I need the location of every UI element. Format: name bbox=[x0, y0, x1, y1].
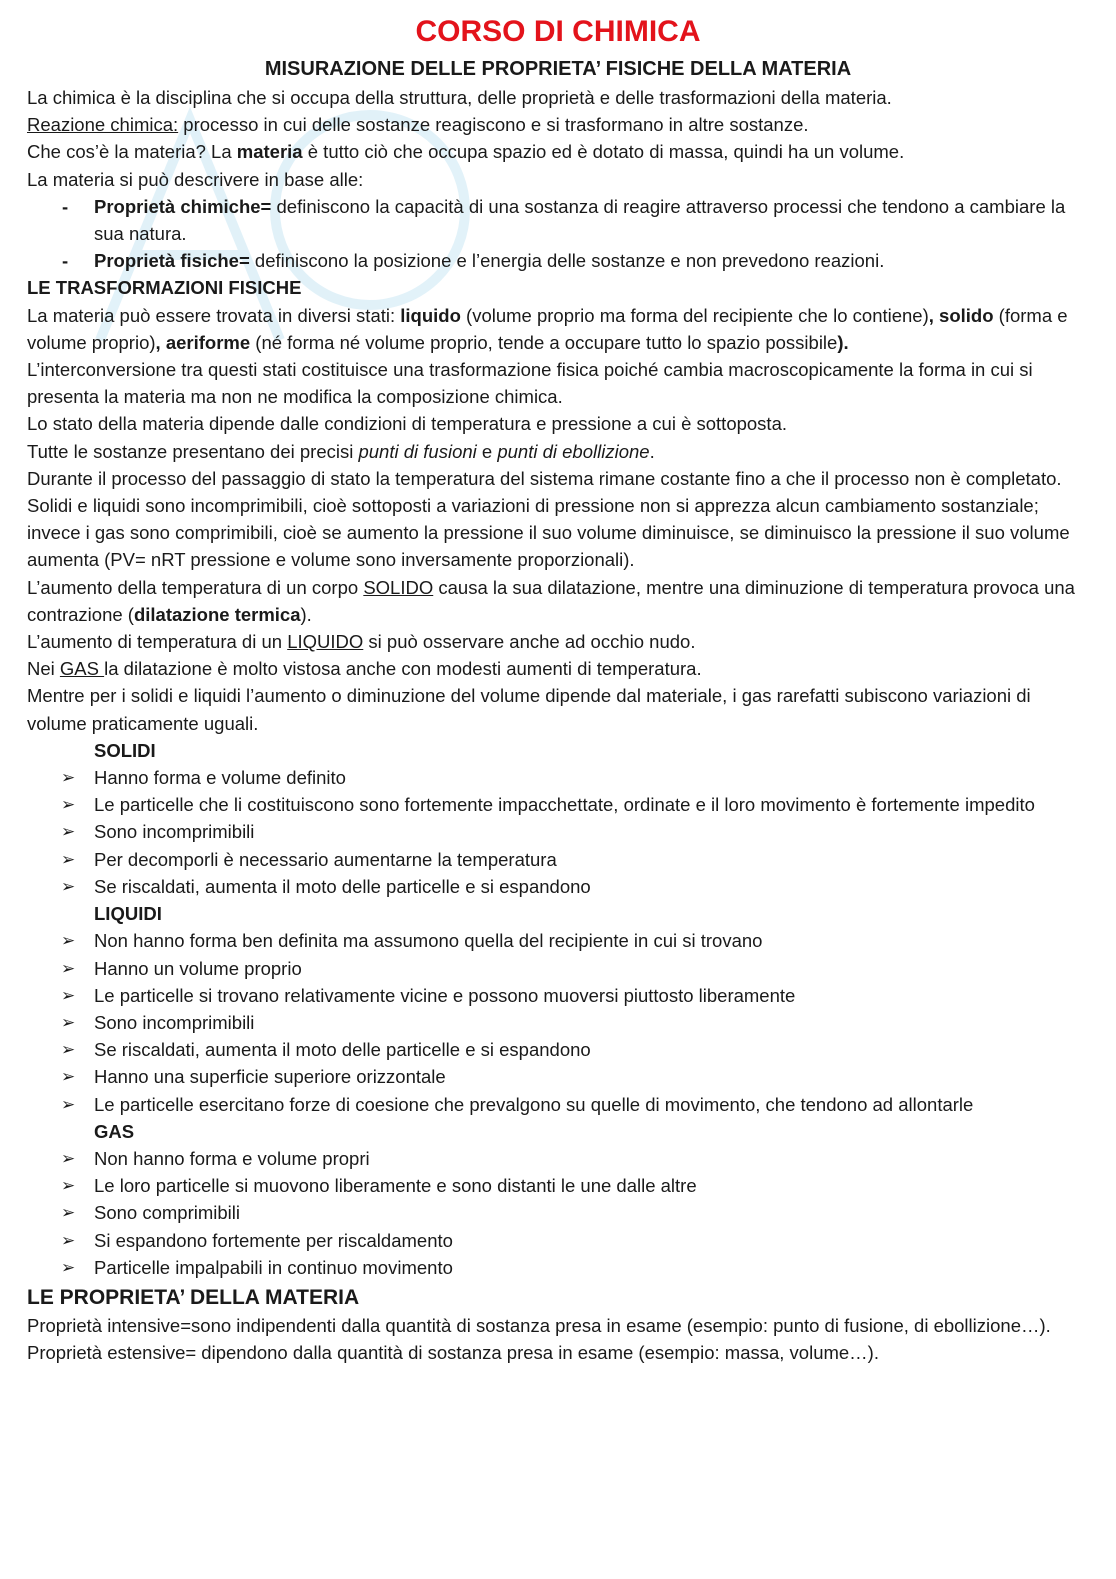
gas-paragraph: Nei GAS la dilatazione è molto vistosa anche con modesti aumenti di temperatura. bbox=[27, 658, 702, 680]
arrow-icon: ➢ bbox=[61, 1012, 76, 1032]
materia-description-intro: La materia si può descrivere in base alle: bbox=[27, 168, 364, 190]
liquidi-list bbox=[27, 927, 1087, 1117]
states-paragraph: La materia può essere trovata in diversi stati: liquido (volume proprio ma forma del recipiente che lo contiene), solido (forma e volume proprio), aeriforme (né forma né volume proprio, tende a occupare tutto lo spazio possibile). bbox=[27, 304, 1068, 353]
list-item: ➢ Hanno una superficie superiore orizzontale bbox=[27, 1063, 1087, 1090]
liquidi-title: LIQUIDI bbox=[94, 903, 162, 925]
gas-title: GAS bbox=[94, 1120, 135, 1142]
materia-definition: Che cos’è la materia? La materia è tutto ciò che occupa spazio ed è dotato di massa, quindi ha un volume. bbox=[27, 141, 905, 163]
solidi-title: SOLIDI bbox=[94, 739, 156, 761]
list-item: - Proprietà chimiche= definiscono la capacità di una sostanza di reagire attraverso processi che tendono a cambiare la sua natura. bbox=[27, 193, 1087, 247]
properties-list bbox=[27, 193, 1087, 275]
interconversione-paragraph: L’interconversione tra questi stati costituisce una trasformazione fisica poiché cambia macroscopicamente la forma in cui si presenta la materia ma non ne modifica la composizione chimica. bbox=[27, 359, 1033, 408]
document-subtitle: MISURAZIONE DELLE PROPRIETA’ FISICHE DELLA MATERIA bbox=[264, 58, 852, 80]
list-item: ➢ Non hanno forma ben definita ma assumono quella del recipiente in cui si trovano bbox=[27, 927, 1087, 954]
list-item: ➢ Si espandono fortemente per riscaldamento bbox=[27, 1227, 1087, 1254]
liquido-paragraph: L’aumento di temperatura di un LIQUIDO si può osservare anche ad occhio nudo. bbox=[27, 631, 696, 653]
arrow-icon: ➢ bbox=[61, 876, 76, 896]
list-item: ➢ Se riscaldati, aumenta il moto delle particelle e si espandono bbox=[27, 1036, 1087, 1063]
dilatazione-solido-paragraph: L’aumento della temperatura di un corpo SOLIDO causa la sua dilatazione, mentre una diminuzione di temperatura provoca una contrazione (dilatazione termica). bbox=[27, 576, 1075, 625]
list-item: ➢ Hanno un volume proprio bbox=[27, 955, 1087, 982]
section-heading-trasformazioni: LE TRASFORMAZIONI FISICHE bbox=[27, 277, 302, 299]
arrow-icon: ➢ bbox=[61, 1067, 76, 1087]
intensive-paragraph: Proprietà intensive=sono indipendenti dalla quantità di sostanza presa in esame (esempio: punto di fusione, di ebollizione…). bbox=[27, 1314, 1051, 1336]
list-item: - Proprietà fisiche= definiscono la posizione e l’energia delle sostanze e non prevedono reazioni. bbox=[27, 247, 1087, 274]
dash-marker: - bbox=[62, 195, 69, 217]
reazione-chimica-term: Reazione chimica: bbox=[27, 114, 179, 136]
arrow-icon: ➢ bbox=[61, 849, 76, 869]
passaggio-paragraph: Durante il processo del passaggio di stato la temperatura del sistema rimane costante fino a che il processo non è completato. bbox=[27, 467, 1062, 489]
list-item: ➢ Le particelle che li costituiscono sono fortemente impacchettate, ordinate e il loro movimento è fortemente impedito bbox=[27, 791, 1087, 818]
punti-paragraph: Tutte le sostanze presentano dei precisi punti di fusioni e punti di ebollizione. bbox=[27, 440, 655, 462]
arrow-icon: ➢ bbox=[61, 1203, 76, 1223]
list-item: ➢ Hanno forma e volume definito bbox=[27, 764, 1087, 791]
estensive-paragraph: Proprietà estensive= dipendono dalla quantità di sostanza presa in esame (esempio: massa, volume…). bbox=[27, 1342, 879, 1364]
arrow-icon: ➢ bbox=[61, 768, 76, 788]
list-item: ➢ Le particelle esercitano forze di coesione che prevalgono su quelle di movimento, che tendono ad allontarle bbox=[27, 1091, 1087, 1118]
arrow-icon: ➢ bbox=[61, 1040, 76, 1060]
arrow-icon: ➢ bbox=[61, 1176, 76, 1196]
stato-paragraph: Lo stato della materia dipende dalle condizioni di temperatura e pressione a cui è sottoposta. bbox=[27, 413, 787, 435]
list-item: ➢ Le particelle si trovano relativamente vicine e possono muoversi piuttosto liberamente bbox=[27, 982, 1087, 1009]
gas-list bbox=[27, 1145, 1087, 1281]
list-item: ➢ Sono comprimibili bbox=[27, 1199, 1087, 1226]
arrow-icon: ➢ bbox=[61, 931, 76, 951]
list-item: ➢ Non hanno forma e volume propri bbox=[27, 1145, 1087, 1172]
list-item: ➢ Per decomporli è necessario aumentarne la temperatura bbox=[27, 846, 1087, 873]
arrow-icon: ➢ bbox=[61, 985, 76, 1005]
reazione-chimica-definition: Reazione chimica: processo in cui delle sostanze reagiscono e si trasformano in altre sostanze. bbox=[27, 114, 809, 136]
arrow-icon: ➢ bbox=[61, 1230, 76, 1250]
arrow-icon: ➢ bbox=[61, 822, 76, 842]
list-item: ➢ Le loro particelle si muovono liberamente e sono distanti le une dalle altre bbox=[27, 1172, 1087, 1199]
list-item: ➢ Particelle impalpabili in continuo movimento bbox=[27, 1254, 1087, 1281]
arrow-icon: ➢ bbox=[61, 1148, 76, 1168]
arrow-icon: ➢ bbox=[61, 1257, 76, 1277]
list-item: ➢ Sono incomprimibili bbox=[27, 1009, 1087, 1036]
solidi-list bbox=[27, 764, 1087, 900]
document-body bbox=[27, 84, 1087, 1366]
document-title: CORSO DI CHIMICA bbox=[415, 15, 701, 48]
list-item: ➢ Se riscaldati, aumenta il moto delle particelle e si espandono bbox=[27, 873, 1087, 900]
arrow-icon: ➢ bbox=[61, 795, 76, 815]
dash-marker: - bbox=[62, 250, 69, 272]
list-item: ➢ Sono incomprimibili bbox=[27, 818, 1087, 845]
section-heading-proprieta: LE PROPRIETA’ DELLA MATERIA bbox=[27, 1285, 360, 1309]
volume-paragraph: Mentre per i solidi e liquidi l’aumento o diminuzione del volume dipende dal materiale, i gas rarefatti subiscono variazioni di volume praticamente uguali. bbox=[27, 685, 1031, 734]
arrow-icon: ➢ bbox=[61, 1094, 76, 1114]
arrow-icon: ➢ bbox=[61, 958, 76, 978]
comprimibilita-paragraph: Solidi e liquidi sono incomprimibili, cioè sottoposti a variazioni di pressione non si apprezza alcun cambiamento sostanziale; invece i gas sono comprimibili, cioè se aumento la pressione il suo volume diminuisce, se diminuisco la pressione il suo volume aumenta (PV= nRT pressione e volume sono inversamente proporzionali). bbox=[27, 495, 1070, 571]
intro-paragraph: La chimica è la disciplina che si occupa della struttura, delle proprietà e delle trasformazioni della materia. bbox=[27, 87, 892, 108]
